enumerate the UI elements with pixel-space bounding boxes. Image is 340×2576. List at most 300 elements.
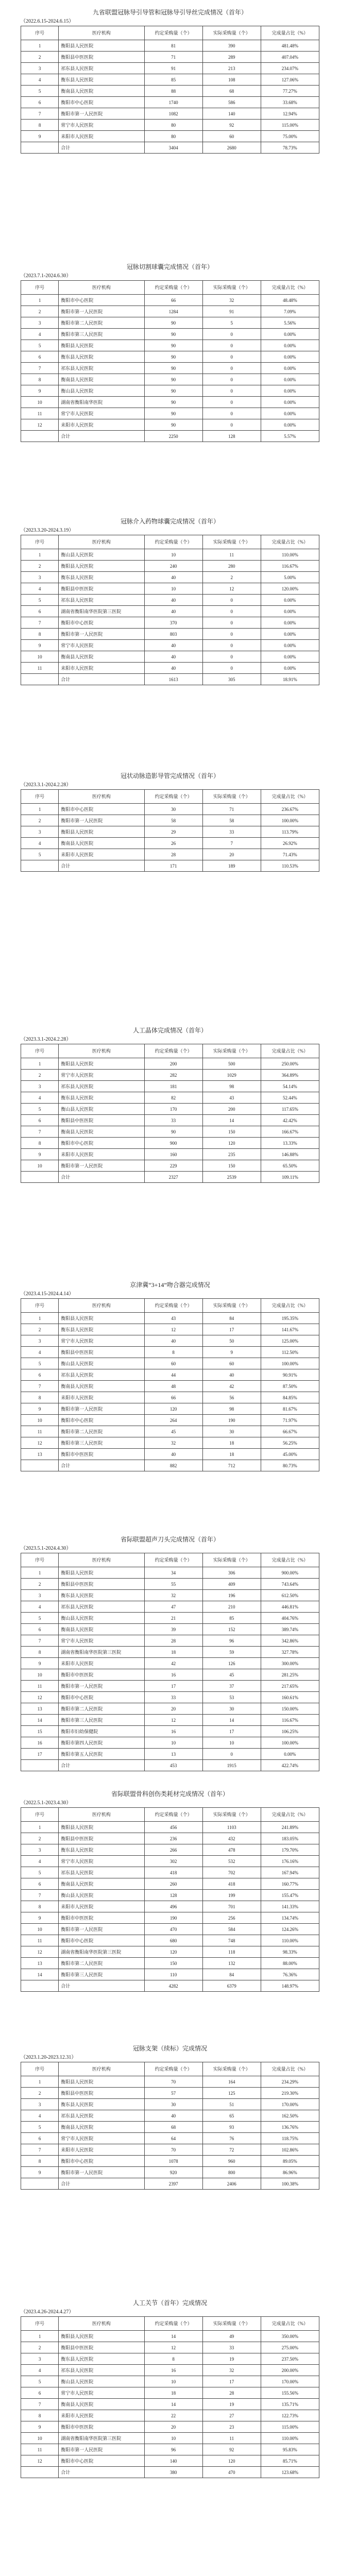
cell-agreed: 20 (144, 2421, 202, 2433)
cell-agreed: 1078 (144, 2156, 202, 2167)
cell-actual: 58 (202, 815, 261, 826)
section-title: 人工晶体完成情况（首年） (132, 1027, 207, 1034)
column-header-agreed: 约定采购量（个） (144, 535, 202, 549)
cell-no: 8 (21, 1392, 59, 1403)
table-row (21, 2122, 319, 2133)
cell-actual: 748 (202, 1935, 261, 1946)
cell-org: 祁东县人民医院 (59, 1601, 144, 1613)
cell-actual: 132 (202, 1958, 261, 1969)
cell-no: 8 (21, 2410, 59, 2421)
cell-agreed: 48 (144, 1381, 202, 1392)
cell-rate: 234.07% (261, 63, 319, 74)
cell-rate: 134.74% (261, 1912, 319, 1924)
cell-actual: 0 (202, 617, 261, 629)
cell-agreed: 90 (144, 408, 202, 419)
cell-agreed: 236 (144, 1833, 202, 1844)
cell-actual: 32 (202, 295, 261, 306)
cell-actual: 27 (202, 2410, 261, 2421)
cell-actual: 586 (202, 97, 261, 108)
cell-actual: 92 (202, 120, 261, 131)
cell-agreed: 90 (144, 1126, 202, 1138)
cell-rate: 0.00% (261, 408, 319, 419)
cell-rate: 95.83% (261, 2444, 319, 2455)
cell-actual: 0 (202, 408, 261, 419)
cell-actual: 390 (202, 40, 261, 52)
cell-rate: 84.85% (261, 1392, 319, 1403)
cell-actual: 2680 (202, 142, 261, 154)
cell-no: 9 (21, 2167, 59, 2178)
table-row (21, 595, 319, 606)
column-header-org: 医疗机构 (59, 790, 144, 804)
table-row (21, 826, 319, 838)
cell-agreed: 70 (144, 2076, 202, 2088)
cell-agreed: 160 (144, 1149, 202, 1160)
cell-org: 衡东县人民医院 (59, 1092, 144, 1104)
table-row (21, 131, 319, 142)
cell-no: 3 (21, 1081, 59, 1092)
cell-org: 祁东县人民医院 (59, 2365, 144, 2376)
cell-agreed: 10 (144, 2433, 202, 2444)
column-header-rate: 完成量占比（%） (261, 1808, 319, 1822)
cell-actual: 33 (202, 826, 261, 838)
cell-actual: 584 (202, 1924, 261, 1935)
cell-no: 1 (21, 40, 59, 52)
cell-no: 10 (21, 1160, 59, 1172)
cell-no: 1 (21, 1058, 59, 1070)
cell-actual: 126 (202, 1658, 261, 1669)
cell-rate: 148.97% (261, 1980, 319, 1992)
table-row (21, 374, 319, 385)
cell-agreed: 47 (144, 1601, 202, 1613)
cell-agreed: 17 (144, 1681, 202, 1692)
cell-rate: 217.65% (261, 1681, 319, 1692)
cell-no: 7 (21, 2144, 59, 2156)
cell-rate: 481.48% (261, 40, 319, 52)
table-row (21, 351, 319, 363)
cell-agreed: 90 (144, 363, 202, 374)
cell-actual: 0 (202, 363, 261, 374)
table-header-row (21, 26, 319, 40)
cell-actual: 164 (202, 2076, 261, 2088)
cell-org: 常宁市人民医院 (59, 408, 144, 419)
cell-org: 衡南县人民医院 (59, 374, 144, 385)
cell-agreed: 40 (144, 651, 202, 663)
cell-rate: 170.00% (261, 2376, 319, 2387)
cell-no: 5 (21, 1867, 59, 1878)
cell-actual: 17 (202, 2376, 261, 2387)
cell-rate: 0.00% (261, 351, 319, 363)
column-header-no: 序号 (21, 1553, 59, 1567)
cell-actual: 11 (202, 2433, 261, 2444)
cell-rate: 110.00% (261, 1935, 319, 1946)
cell-no: 1 (21, 2331, 59, 2342)
cell-org: 衡南县人民医院 (59, 2122, 144, 2133)
cell-org: 耒阳市人民医院 (59, 663, 144, 674)
table-row (21, 2387, 319, 2399)
cell-no: 2 (21, 52, 59, 63)
cell-no: 5 (21, 1613, 59, 1624)
report-section (0, 0, 340, 255)
report-section (0, 1782, 340, 2036)
cell-agreed: 2397 (144, 2178, 202, 2190)
cell-agreed: 28 (144, 849, 202, 860)
table-header-row (21, 790, 319, 804)
table-row (21, 1844, 319, 1856)
cell-rate: 150.00% (261, 1703, 319, 1715)
cell-org: 衡阳市中心医院 (59, 97, 144, 108)
cell-org: 衡阳市第一人民医院 (59, 1924, 144, 1935)
cell-actual: 1029 (202, 1070, 261, 1081)
cell-agreed: 1613 (144, 674, 202, 685)
cell-agreed: 470 (144, 1924, 202, 1935)
cell-org: 衡阳市第一人民医院 (59, 1160, 144, 1172)
cell-no: 4 (21, 1092, 59, 1104)
cell-rate: 234.29% (261, 2076, 319, 2088)
cell-actual: 53 (202, 1692, 261, 1703)
cell-no: 6 (21, 1878, 59, 1890)
column-header-agreed: 约定采购量（个） (144, 281, 202, 295)
cell-rate: 0.00% (261, 640, 319, 651)
cell-org: 祁东县人民医院 (59, 1867, 144, 1878)
column-header-rate: 完成量占比（%） (261, 1044, 319, 1058)
column-header-org: 医疗机构 (59, 26, 144, 40)
cell-rate: 13.33% (261, 1138, 319, 1149)
cell-agreed: 240 (144, 561, 202, 572)
cell-actual: 0 (202, 595, 261, 606)
cell-rate: 127.06% (261, 74, 319, 86)
cell-no (21, 1760, 59, 1771)
cell-rate: 0.00% (261, 374, 319, 385)
cell-agreed: 140 (144, 2455, 202, 2467)
cell-actual: 60 (202, 1358, 261, 1369)
cell-actual: 30 (202, 1426, 261, 1437)
column-header-rate: 完成量占比（%） (261, 790, 319, 804)
cell-rate: 110.53% (261, 860, 319, 872)
cell-org: 衡阳县人民医院 (59, 1822, 144, 1833)
cell-org: 衡阳市第一人民医院 (59, 2444, 144, 2455)
column-header-no: 序号 (21, 2062, 59, 2076)
table-row (21, 2156, 319, 2167)
cell-no (21, 431, 59, 442)
report-section (0, 1273, 340, 1527)
cell-actual: 478 (202, 1844, 261, 1856)
cell-agreed: 18 (144, 1647, 202, 1658)
cell-org: 衡阳市第二人民医院 (59, 317, 144, 329)
cell-no: 13 (21, 1958, 59, 1969)
cell-org: 衡东县人民医院 (59, 1324, 144, 1335)
cell-no: 10 (21, 1669, 59, 1681)
cell-rate: 33.68% (261, 97, 319, 108)
column-header-no: 序号 (21, 1299, 59, 1313)
cell-rate: 65.50% (261, 1160, 319, 1172)
cell-actual: 418 (202, 1878, 261, 1890)
cell-actual: 85 (202, 1613, 261, 1624)
cell-no: 6 (21, 97, 59, 108)
completion-table (21, 535, 319, 685)
cell-org: 衡阳县人民医院 (59, 1567, 144, 1579)
cell-rate: 81.67% (261, 1403, 319, 1415)
cell-no: 17 (21, 1749, 59, 1760)
cell-rate: 162.50% (261, 2110, 319, 2122)
cell-rate: 117.65% (261, 1104, 319, 1115)
column-header-actual: 实际采购量（个） (202, 1044, 261, 1058)
column-header-rate: 完成量占比（%） (261, 2317, 319, 2331)
cell-rate: 241.89% (261, 1822, 319, 1833)
column-header-org: 医疗机构 (59, 2317, 144, 2331)
cell-rate: 236.67% (261, 804, 319, 815)
cell-no (21, 1172, 59, 1183)
cell-org: 衡山县人民医院 (59, 1104, 144, 1115)
cell-agreed: 266 (144, 1844, 202, 1856)
cell-rate: 5.56% (261, 317, 319, 329)
cell-agreed: 282 (144, 1070, 202, 1081)
cell-rate: 0.00% (261, 617, 319, 629)
cell-actual: 6379 (202, 1980, 261, 1992)
cell-org: 衡阳市第四人民医院 (59, 1737, 144, 1749)
cell-no: 4 (21, 838, 59, 849)
cell-no: 2 (21, 561, 59, 572)
cell-actual: 43 (202, 1092, 261, 1104)
cell-org: 衡东县人民医院 (59, 351, 144, 363)
table-row (21, 1081, 319, 1092)
cell-no: 3 (21, 1335, 59, 1347)
cell-no: 4 (21, 1856, 59, 1867)
column-header-no: 序号 (21, 535, 59, 549)
cell-actual: 210 (202, 1601, 261, 1613)
cell-actual: 17 (202, 1324, 261, 1335)
cell-rate: 76.36% (261, 1969, 319, 1980)
section-title: 京津冀“3+14”吻合器完成情况 (130, 1281, 210, 1289)
cell-rate: 0.00% (261, 385, 319, 397)
cell-no: 7 (21, 1635, 59, 1647)
cell-actual: 12 (202, 583, 261, 595)
column-header-rate: 完成量占比（%） (261, 26, 319, 40)
table-row (21, 329, 319, 340)
cell-rate: 179.70% (261, 1844, 319, 1856)
cell-org: 衡南县人民医院 (59, 1126, 144, 1138)
cell-agreed: 39 (144, 1624, 202, 1635)
cell-actual: 56 (202, 1392, 261, 1403)
cell-no: 2 (21, 815, 59, 826)
cell-actual: 0 (202, 329, 261, 340)
cell-rate: 113.79% (261, 826, 319, 838)
table-row (21, 317, 319, 329)
section-date-range: （2023.1.20-2023.12.31） (21, 2055, 77, 2060)
cell-no: 3 (21, 2353, 59, 2365)
table-row (21, 629, 319, 640)
cell-actual: 60 (202, 131, 261, 142)
table-row (21, 40, 319, 52)
cell-actual: 59 (202, 1647, 261, 1658)
table-row (21, 2410, 319, 2421)
cell-org: 衡山县人民医院 (59, 385, 144, 397)
completion-table (21, 789, 319, 872)
cell-rate: 110.00% (261, 2433, 319, 2444)
cell-rate: 86.96% (261, 2167, 319, 2178)
cell-org: 衡阳市第三人民医院 (59, 1715, 144, 1726)
cell-actual: 93 (202, 2122, 261, 2133)
cell-actual: 409 (202, 1579, 261, 1590)
cell-actual: 51 (202, 2099, 261, 2110)
cell-org: 祁东县人民医院 (59, 363, 144, 374)
table-row (21, 340, 319, 351)
cell-org: 衡山县人民医院 (59, 549, 144, 561)
cell-agreed: 181 (144, 1081, 202, 1092)
total-row (21, 431, 319, 442)
cell-actual: 150 (202, 1160, 261, 1172)
table-row (21, 1437, 319, 1449)
cell-actual: 32 (202, 2365, 261, 2376)
table-row (21, 1737, 319, 1749)
cell-no: 9 (21, 385, 59, 397)
cell-org: 常宁市人民医院 (59, 1635, 144, 1647)
cell-actual: 0 (202, 629, 261, 640)
cell-no: 1 (21, 1567, 59, 1579)
cell-no: 4 (21, 1601, 59, 1613)
column-header-no: 序号 (21, 281, 59, 295)
table-header-row (21, 281, 319, 295)
cell-agreed: 28 (144, 1635, 202, 1647)
cell-agreed: 90 (144, 329, 202, 340)
cell-org: 衡山县人民医院 (59, 1358, 144, 1369)
section-title: 冠脉切割球囊完成情况（首年） (126, 263, 213, 270)
column-header-actual: 实际采购量（个） (202, 2317, 261, 2331)
cell-org: 合计 (59, 1460, 144, 1471)
cell-agreed: 44 (144, 1369, 202, 1381)
table-row (21, 1969, 319, 1980)
cell-agreed: 12 (144, 2342, 202, 2353)
cell-no: 5 (21, 849, 59, 860)
cell-agreed: 13 (144, 1749, 202, 1760)
cell-actual: 98 (202, 1081, 261, 1092)
completion-table (21, 26, 319, 154)
table-row (21, 1324, 319, 1335)
cell-org: 衡阳市第二人民医院 (59, 1958, 144, 1969)
cell-agreed: 2327 (144, 1172, 202, 1183)
cell-no: 3 (21, 63, 59, 74)
table-row (21, 1567, 319, 1579)
report-section (0, 1527, 340, 1782)
cell-org: 衡阳市中医医院 (59, 1912, 144, 1924)
cell-actual: 0 (202, 606, 261, 617)
table-row (21, 849, 319, 860)
cell-rate: 0.00% (261, 419, 319, 431)
cell-no: 9 (21, 1658, 59, 1669)
cell-no: 11 (21, 1935, 59, 1946)
cell-agreed: 90 (144, 340, 202, 351)
cell-rate: 52.44% (261, 1092, 319, 1104)
cell-agreed: 10 (144, 2376, 202, 2387)
cell-agreed: 120 (144, 1403, 202, 1415)
column-header-actual: 实际采购量（个） (202, 26, 261, 40)
cell-actual: 213 (202, 63, 261, 74)
cell-actual: 2 (202, 572, 261, 583)
cell-actual: 125 (202, 2088, 261, 2099)
table-header-row (21, 1553, 319, 1567)
cell-org: 合计 (59, 860, 144, 872)
cell-agreed: 16 (144, 1726, 202, 1737)
cell-rate: 71.43% (261, 849, 319, 860)
cell-actual: 1103 (202, 1822, 261, 1833)
cell-no: 4 (21, 2110, 59, 2122)
cell-actual: 960 (202, 2156, 261, 2167)
cell-actual: 72 (202, 2144, 261, 2156)
cell-actual: 701 (202, 1901, 261, 1912)
cell-rate: 250.00% (261, 1058, 319, 1070)
cell-no: 12 (21, 2455, 59, 2467)
cell-agreed: 90 (144, 374, 202, 385)
cell-rate: 237.50% (261, 2353, 319, 2365)
table-row (21, 2099, 319, 2110)
column-header-org: 医疗机构 (59, 281, 144, 295)
table-row (21, 97, 319, 108)
column-header-agreed: 约定采购量（个） (144, 790, 202, 804)
cell-agreed: 16 (144, 1669, 202, 1681)
cell-agreed: 57 (144, 2088, 202, 2099)
table-row (21, 2353, 319, 2365)
cell-actual: 118 (202, 1946, 261, 1958)
cell-org: 衡阳市中心医院 (59, 1935, 144, 1946)
cell-no: 2 (21, 1070, 59, 1081)
cell-rate: 123.68% (261, 2467, 319, 2478)
cell-org: 衡南县人民医院 (59, 651, 144, 663)
cell-no: 5 (21, 2376, 59, 2387)
cell-no: 7 (21, 2399, 59, 2410)
cell-org: 合计 (59, 674, 144, 685)
cell-no: 13 (21, 1449, 59, 1460)
table-row (21, 1358, 319, 1369)
cell-no: 7 (21, 1126, 59, 1138)
report-section (0, 2291, 340, 2545)
cell-rate: 120.00% (261, 583, 319, 595)
table-row (21, 2167, 319, 2178)
cell-no: 5 (21, 595, 59, 606)
cell-rate: 109.11% (261, 1172, 319, 1183)
cell-no: 3 (21, 826, 59, 838)
table-row (21, 561, 319, 572)
cell-no: 14 (21, 1969, 59, 1980)
cell-org: 耒阳市人民医院 (59, 1658, 144, 1669)
section-date-range: （2022.5.1-2023.4.30） (21, 1800, 72, 1806)
cell-no: 7 (21, 617, 59, 629)
cell-actual: 200 (202, 1104, 261, 1115)
cell-org: 衡阳市中医医院 (59, 1669, 144, 1681)
cell-agreed: 171 (144, 860, 202, 872)
cell-org: 衡东县人民医院 (59, 2099, 144, 2110)
cell-rate: 124.26% (261, 1924, 319, 1935)
cell-actual: 20 (202, 849, 261, 860)
cell-rate: 146.88% (261, 1149, 319, 1160)
cell-rate: 0.00% (261, 1749, 319, 1760)
table-row (21, 1715, 319, 1726)
cell-agreed: 26 (144, 838, 202, 849)
cell-org: 衡阳市中心医院 (59, 617, 144, 629)
cell-org: 衡阳县中医医院 (59, 2088, 144, 2099)
cell-rate: 75.00% (261, 131, 319, 142)
table-row (21, 2421, 319, 2433)
cell-org: 衡阳市第五人民医院 (59, 1749, 144, 1760)
cell-agreed: 128 (144, 1890, 202, 1901)
cell-org: 衡阳市第一人民医院 (59, 815, 144, 826)
column-header-org: 医疗机构 (59, 535, 144, 549)
cell-no: 1 (21, 1822, 59, 1833)
section-title: 冠状动脉造影导管完成情况（首年） (120, 772, 219, 779)
cell-actual: 84 (202, 1313, 261, 1324)
cell-org: 合计 (59, 1760, 144, 1771)
column-header-no: 序号 (21, 26, 59, 40)
cell-agreed: 40 (144, 1449, 202, 1460)
cell-actual: 0 (202, 351, 261, 363)
